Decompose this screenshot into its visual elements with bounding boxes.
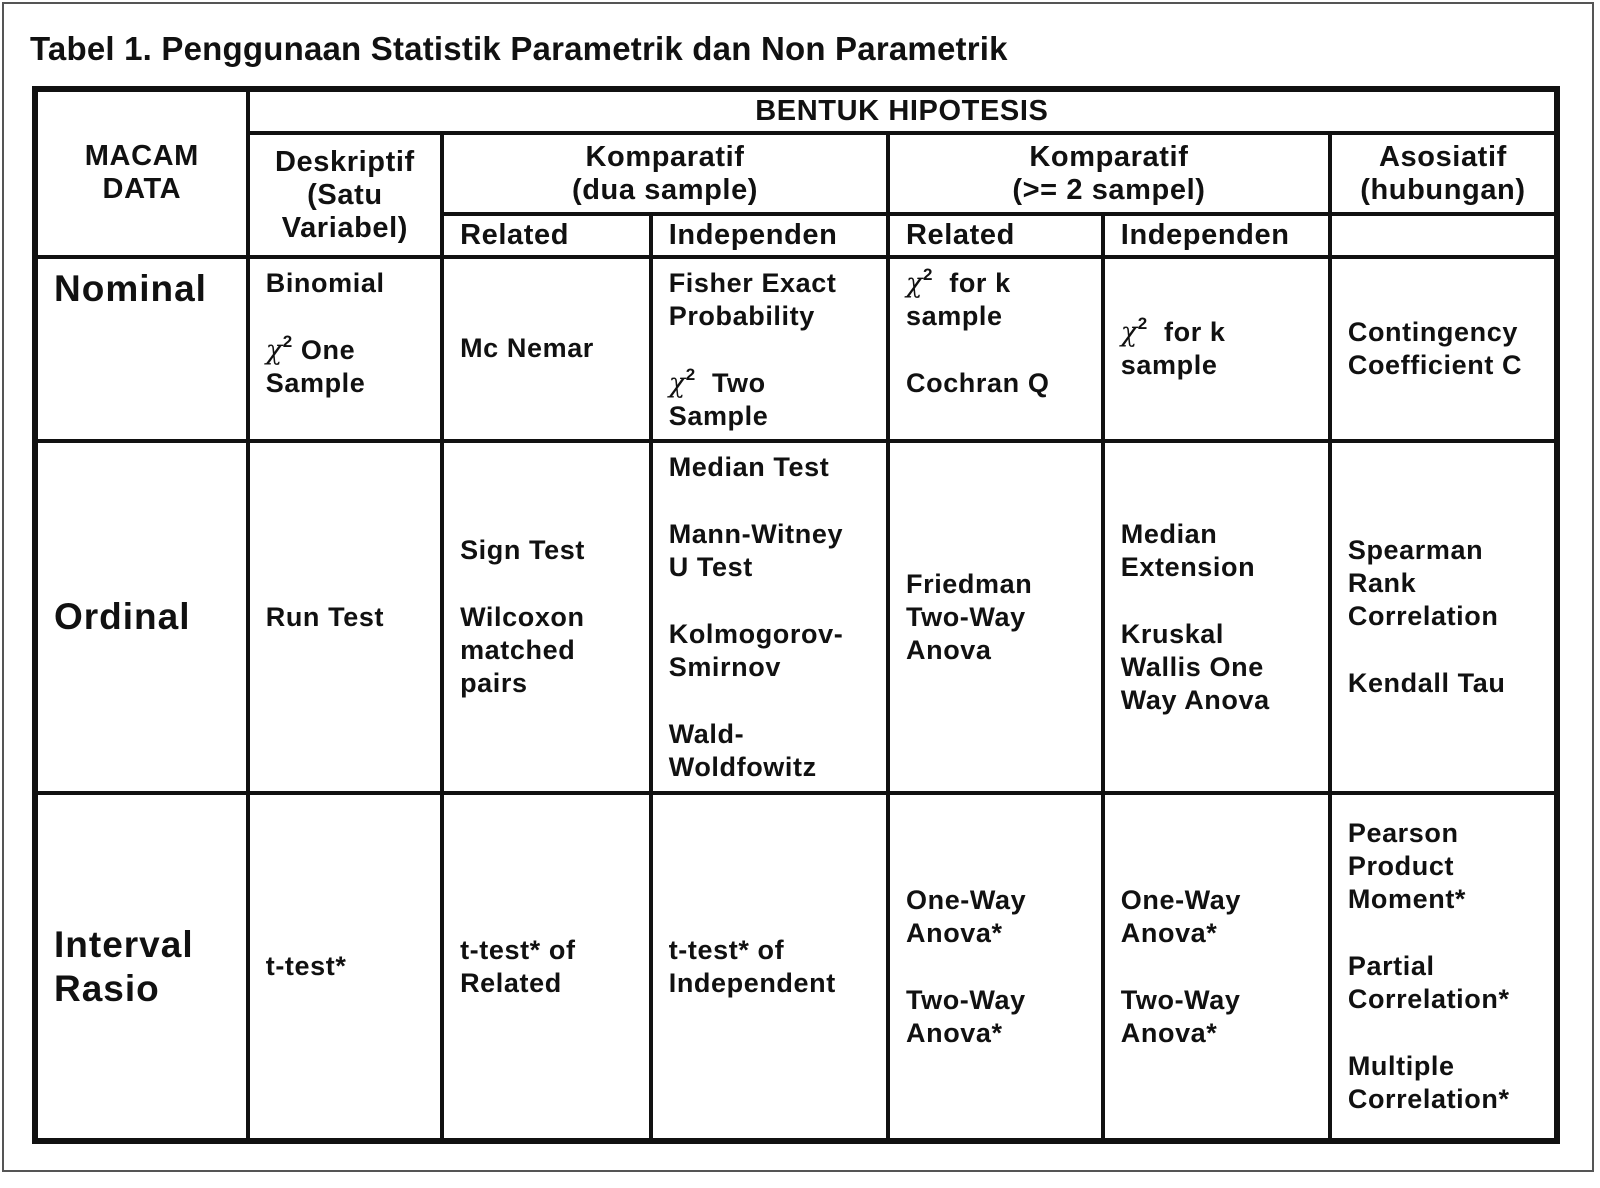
cell-ordinal-related-k: Friedman Two-Way Anova <box>888 441 1103 794</box>
cell-ordinal-independen: Median Test Mann-Witney U Test Kolmogorov- Smirnov Wald- Woldfowitz <box>651 441 888 794</box>
cell-nominal-independen: Fisher Exact Probability $\chi^2$ Two Sample <box>651 257 888 441</box>
cell-nominal-independen-k: $\chi^2$ for k sample <box>1103 257 1330 441</box>
header-asosiatif: Asosiatif (hubungan) <box>1330 133 1557 214</box>
header-independen-k: Independen <box>1103 214 1330 256</box>
chi-square-symbol: χ <box>906 267 923 299</box>
cell-interval-independen: t-test* of Independent <box>651 793 888 1141</box>
chi-square-symbol: χ <box>265 334 283 366</box>
row-label-interval-rasio: Interval Rasio <box>35 793 248 1141</box>
cell-interval-deskriptif: t-test* <box>248 793 442 1141</box>
header-related-dua: Related <box>442 214 651 256</box>
header-asosiatif-empty <box>1330 214 1557 256</box>
cell-ordinal-deskriptif: Run Test <box>248 441 442 794</box>
header-macam-data: MACAM DATA <box>35 89 248 257</box>
row-interval-rasio <box>35 793 1557 1141</box>
chi-square-symbol: χ <box>1120 316 1138 348</box>
row-ordinal <box>35 441 1557 794</box>
row-label-nominal: Nominal <box>35 257 248 441</box>
cell-ordinal-independen-k: Median Extension Kruskal Wallis One Way Anova <box>1103 441 1330 794</box>
cell-nominal-related: Mc Nemar <box>442 257 651 441</box>
cell-nominal-deskriptif: Binomial $\chi^2$ One Sample <box>248 257 442 441</box>
cell-interval-asosiatif: Pearson Product Moment* Partial Correlation* Multiple Correlation* <box>1330 793 1557 1141</box>
row-nominal <box>35 257 1557 441</box>
cell-ordinal-related: Sign Test Wilcoxon matched pairs <box>442 441 651 794</box>
header-komparatif-dua-sample: Komparatif (dua sample) <box>442 133 888 214</box>
cell-nominal-related-k: $\chi^2$ for k sample Cochran Q <box>888 257 1103 441</box>
header-bentuk-hipotesis: BENTUK HIPOTESIS <box>248 89 1557 133</box>
cell-interval-independen-k: One-Way Anova* Two-Way Anova* <box>1103 793 1330 1141</box>
chi-square-symbol: χ <box>668 367 686 399</box>
cell-interval-related-k: One-Way Anova* Two-Way Anova* <box>888 793 1103 1141</box>
header-komparatif-k-sampel: Komparatif (>= 2 sampel) <box>888 133 1330 214</box>
table-caption: Tabel 1. Penggunaan Statistik Parametrik dan Non Parametrik <box>30 30 1008 67</box>
cell-ordinal-asosiatif: Spearman Rank Correlation Kendall Tau <box>1330 441 1557 794</box>
cell-interval-related: t-test* of Related <box>442 793 651 1141</box>
header-independen-dua: Independen <box>651 214 888 256</box>
header-deskriptif: Deskriptif (Satu Variabel) <box>248 133 442 256</box>
row-label-ordinal: Ordinal <box>35 441 248 794</box>
header-related-k: Related <box>888 214 1103 256</box>
cell-nominal-asosiatif: Contingency Coefficient C <box>1330 257 1557 441</box>
statistics-table <box>32 86 1560 1144</box>
